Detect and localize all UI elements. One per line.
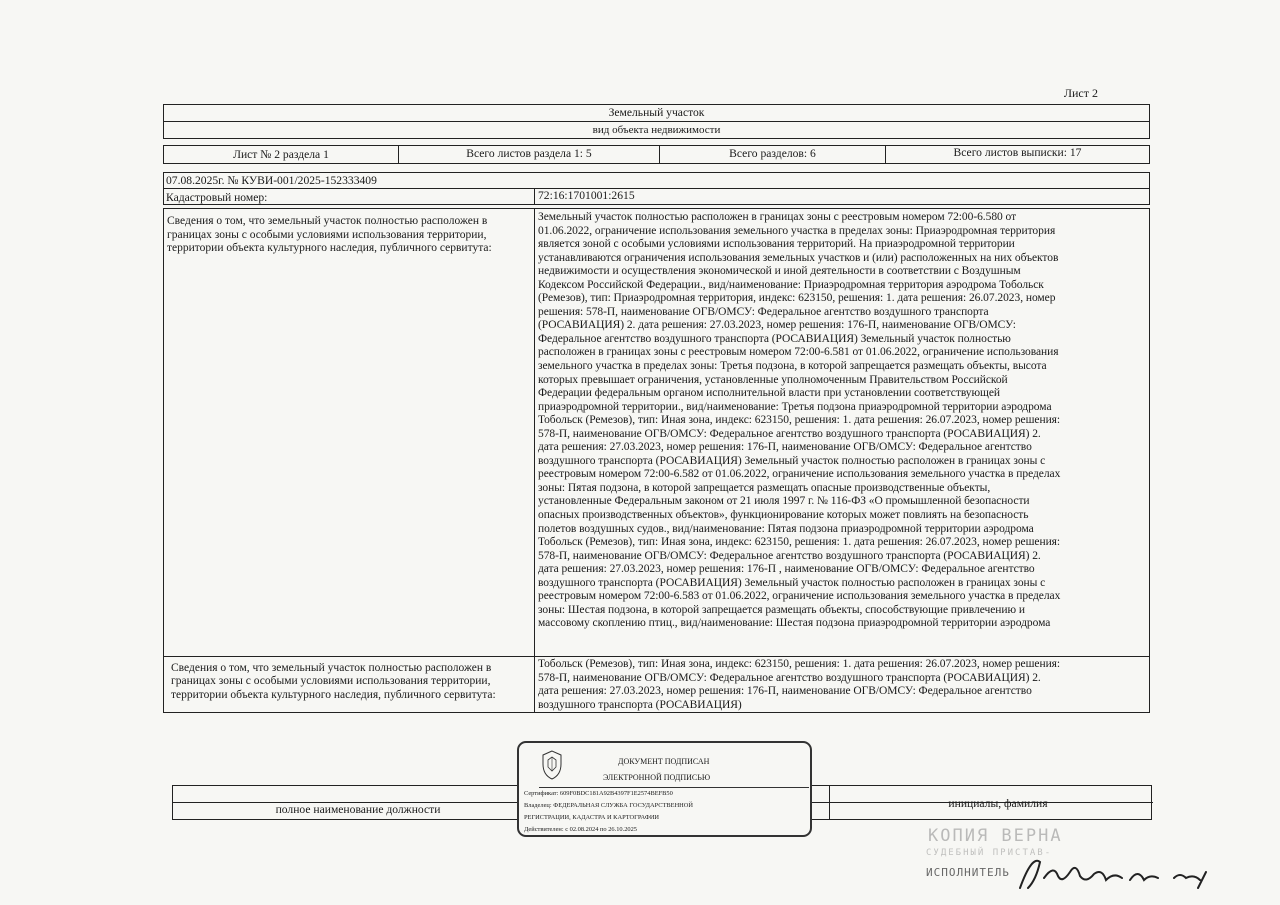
text-line: воздушного транспорта (РОСАВИАЦИЯ) Земельный участок полностью расположен в границах зоны с — [538, 454, 1046, 467]
text-line: воздушного транспорта (РОСАВИАЦИЯ) — [538, 698, 742, 711]
text-line: дата решения: 27.03.2023, номер решения: 176-П, наименование ОГВ/ОМСУ: Федеральное агентство — [538, 685, 1032, 698]
text-line: опасных производственных объектов», функционирование которых может повлиять на безопасность — [538, 509, 1029, 522]
text-line: зоны: Пятая подзона, в которой запрещается размещать опасные производственные объекты, — [538, 481, 991, 494]
cadastral-row — [163, 188, 1150, 205]
text-line: Земельный участок полностью расположен в границах зоны с реестровым номером 72:00-6.580 от — [538, 211, 1017, 223]
object-title: Земельный участок — [163, 104, 1150, 122]
text-line: дата решения: 27.03.2023, номер решения: 176-П , наименование ОГВ/ОМСУ: Федеральное агентство — [538, 563, 1035, 576]
copy-stamp-line2: СУДЕБНЫЙ ПРИСТАВ- — [926, 848, 1053, 858]
text-line: Тобольск (Ремезов), тип: Иная зона, индекс: 623150, решения: 1. дата решения: 26.07.2023, номер решения: — [538, 414, 1061, 427]
object-type: вид объекта недвижимости — [163, 121, 1150, 139]
initials-label: инициалы, фамилия — [948, 797, 1048, 810]
text-line: устанавливаются ограничения использования земельных участков и (или) расположенных на них объектов — [538, 251, 1059, 264]
text-line: зоны: Шестая подзона, в которой запрещается размещать объекты, способствующие привлечению и — [538, 603, 1025, 616]
stamp-owner-continued: РЕГИСТРАЦИИ, КАДАСТРА И КАРТОГРАФИИ — [524, 814, 660, 821]
text-line: Федеральное агентство воздушного транспорта (РОСАВИАЦИЯ) Земельный участок полностью — [538, 332, 1011, 345]
text-line: реестровым номером 72:00-6.583 от 01.06.2022, ограничение использования земельного участка в пределах — [538, 590, 1061, 603]
copy-stamp-line1: КОПИЯ ВЕРНА — [928, 826, 1063, 846]
extract-date-number: 07.08.2025г. № КУВИ-001/2025-152333409 — [166, 174, 377, 187]
text-line: которых превышает ограничения, установленные уполномоченным Правительством Российской — [538, 373, 1008, 386]
electronic-signature-stamp — [517, 741, 812, 837]
divider — [534, 189, 535, 204]
text-line: Кодексом Российской Федерации., вид/наименование: Приаэродромная территория аэродрома Тобольск — [538, 278, 1044, 291]
sheet-of-section: Лист № 2 раздела 1 — [233, 148, 329, 161]
stamp-divider — [539, 787, 809, 788]
stamp-line2: ЭЛЕКТРОННОЙ ПОДПИСЬЮ — [603, 773, 711, 782]
stamp-owner: Владелец: ФЕДЕРАЛЬНАЯ СЛУЖБА ГОСУДАРСТВЕННОЙ — [524, 802, 694, 809]
text-line: 01.06.2022, ограничение использования земельного участка в пределах зоны: Приаэродромная территория — [538, 224, 1056, 237]
text-line: расположен в границах зоны с реестровым номером 72:00-6.581 от 01.06.2022, ограничение использования — [538, 346, 1059, 359]
text-line: (РОСАВИАЦИЯ) 2. дата решения: 27.03.2023, номер решения: 176-П, наименование ОГВ/ОМСУ: — [538, 319, 1016, 332]
zone-info-label: Сведения о том, что земельный участок полностью расположен в границах зоны с особыми условиями использования территории, территории объекта культурного наследия, публичного сервитута: — [167, 215, 492, 255]
cadastral-label: Кадастровый номер: — [166, 191, 268, 204]
text-line: Федерации федеральным органом исполнительной власти при установлении соответствующей — [538, 387, 1001, 400]
text-line: установленные Федеральным законом от 21 июля 1997 г. № 116-ФЗ «О промышленной безопасности — [538, 495, 1030, 508]
text-line: воздушного транспорта (РОСАВИАЦИЯ) Земельный участок полностью расположен в границах зоны с — [538, 576, 1046, 589]
text-line: (Ремезов), тип: Приаэродромная территория, индекс: 623150, решения: 1. дата решения: 26.07.2023, номер — [538, 292, 1056, 305]
sheet-number: Лист 2 — [1063, 86, 1098, 100]
text-line: реестровым номером 72:00-6.582 от 01.06.2022, ограничение использования земельного участка в пределах — [538, 468, 1061, 481]
cadastral-number: 72:16:1701001:2615 — [538, 189, 635, 202]
handwritten-signature — [1010, 850, 1220, 895]
text-line: Тобольск (Ремезов), тип: Иная зона, индекс: 623150, решения: 1. дата решения: 26.07.2023, номер решения: — [538, 536, 1061, 549]
text-line: 578-П, наименование ОГВ/ОМСУ: Федеральное агентство воздушного транспорта (РОСАВИАЦИЯ) 2. — [538, 427, 1041, 440]
text-line: полетов воздушных судов., вид/наименование: Пятая подзона приаэродромной территории аэродрома — [538, 522, 1034, 535]
stamp-line1: ДОКУМЕНТ ПОДПИСАН — [618, 757, 710, 766]
zone-info-text — [538, 658, 1150, 712]
zone-info-label: Сведения о том, что земельный участок полностью расположен в границах зоны с особыми условиями использования территории, территории объекта культурного наследия, публичного сервитута: — [171, 662, 496, 701]
total-sections: Всего разделов: 6 — [729, 147, 816, 160]
total-extract-sheets: Всего листов выписки: 17 — [953, 146, 1082, 159]
coat-of-arms-icon — [539, 749, 565, 781]
stamp-validity: Действителен: с 02.08.2024 по 26.10.2025 — [524, 826, 637, 833]
extract-number-row — [163, 172, 1150, 189]
text-line: недвижимости и осуществления экономической и иной деятельности в соответствии с Воздушным — [538, 265, 1021, 278]
text-line: 578-П, наименование ОГВ/ОМСУ: Федеральное агентство воздушного транспорта (РОСАВИАЦИЯ) 2. — [538, 549, 1041, 562]
total-section-sheets: Всего листов раздела 1: 5 — [466, 147, 592, 160]
text-line: решения: 578-П, наименование ОГВ/ОМСУ: Федеральное агентство воздушного транспорта — [538, 305, 989, 318]
sheet-info-row — [163, 145, 1150, 164]
divider — [534, 209, 535, 656]
divider — [534, 657, 535, 712]
text-line: приаэродромной территории., вид/наименование: Третья подзона приаэродромной территории аэродрома — [538, 400, 1052, 413]
copy-stamp-line3: ИСПОЛНИТЕЛЬ — [926, 866, 1010, 879]
stamp-certificate: Сертификат: 609F0BDC181A92B4397F1E2574BEFB50 — [524, 790, 673, 797]
text-line: массовому скоплению птиц., вид/наименование: Шестая подзона приаэродромной территории аэродрома — [538, 617, 1051, 630]
zone-info-block-continued — [163, 656, 1150, 713]
text-line: является зоной с особыми условиями использования территорий. На приаэродромной территории — [538, 238, 1015, 251]
zone-info-text — [538, 211, 1150, 631]
position-label: полное наименование должности — [275, 803, 441, 816]
text-line: Тобольск (Ремезов), тип: Иная зона, индекс: 623150, решения: 1. дата решения: 26.07.2023, номер решения: — [538, 658, 1061, 670]
text-line: дата решения: 27.03.2023, номер решения: 176-П, наименование ОГВ/ОМСУ: Федеральное агентство — [538, 441, 1032, 454]
text-line: 578-П, наименование ОГВ/ОМСУ: Федеральное агентство воздушного транспорта (РОСАВИАЦИЯ) 2. — [538, 671, 1041, 684]
zone-info-block — [163, 208, 1150, 657]
text-line: земельного участка в пределах зоны: Третья подзона, в которой запрещается размещать объекты, высота — [538, 360, 1047, 373]
